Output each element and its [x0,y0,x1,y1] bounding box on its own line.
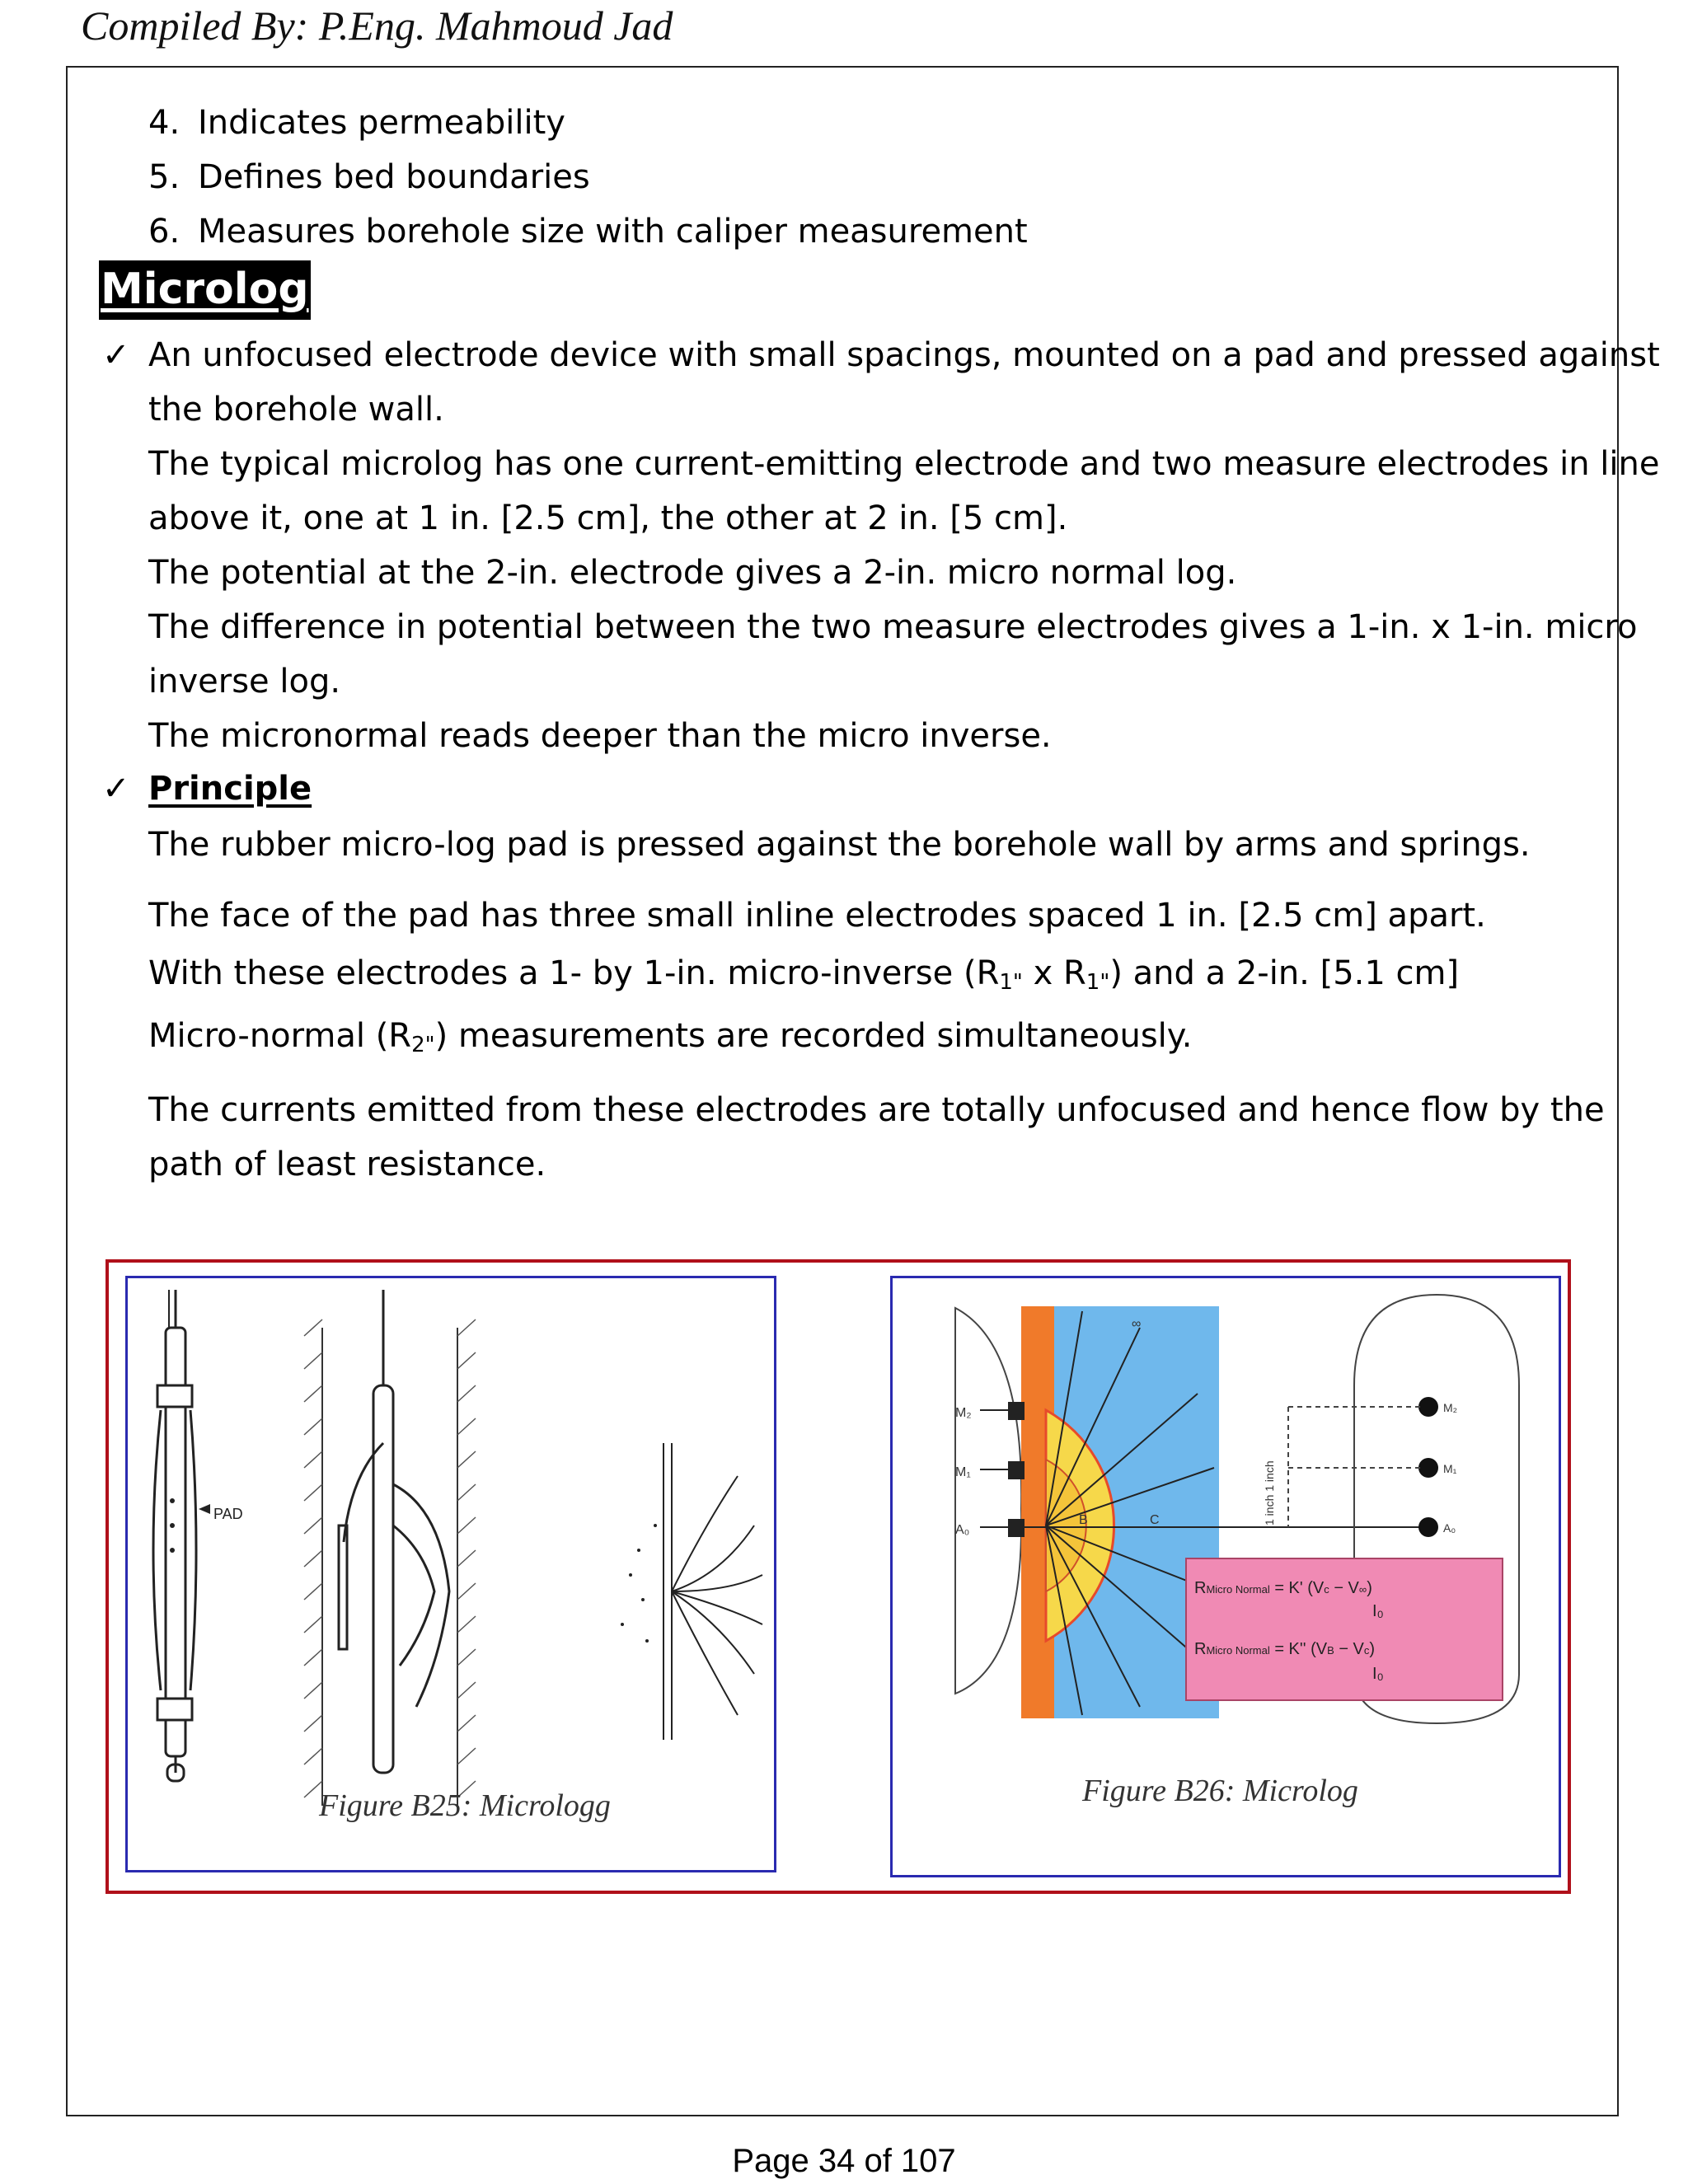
electrode-label: M₁ [1443,1462,1457,1475]
zone-label: C [1150,1513,1160,1527]
paragraph-line: inverse log. [148,663,341,701]
infinity-label: ∞ [1132,1317,1142,1331]
paragraph-line: The currents emitted from these electrodes are totally unfocused and hence flow by the [148,1091,1605,1129]
figures-panel [106,1259,1571,1894]
principle-heading: Principle [148,770,312,808]
text-run: With these electrodes a 1- by 1-in. micro-inverse (R [148,954,1000,992]
electrode-label: A₀ [1443,1521,1456,1535]
list-number: 4. [148,104,181,142]
text-run: Micro-normal (R [148,1017,412,1055]
figure-b26 [890,1276,1561,1877]
paragraph-line: The difference in potential between the two measure electrodes gives a 1-in. x 1-in. micro [148,608,1638,646]
electrode-label: M₁ [955,1465,971,1479]
list-item: Measures borehole size with caliper measurement [198,213,1028,251]
checkmark-icon: ✓ [102,336,130,374]
formula-denominator: I₀ [1372,1665,1384,1683]
figure-b25 [125,1276,776,1872]
formula-line: RMicro Normal = K'' (VB − Vc) [1194,1640,1376,1658]
figure-caption: Figure B26: Microlog [1082,1774,1358,1808]
paragraph-line [148,946,1459,1001]
figure-caption: Figure B25: Micrologg [319,1788,611,1823]
list-number: 5. [148,158,181,196]
section-title: Microlog [99,260,311,320]
text-run: x R [1022,954,1086,992]
paragraph-line: The rubber micro-log pad is pressed against the borehole wall by arms and springs. [148,826,1531,864]
paragraph-line: The typical microlog has one current-emitting electrode and two measure electrodes in line [148,445,1660,483]
compiled-by-header: Compiled By: P.Eng. Mahmoud Jad [81,2,673,49]
paragraph-line: the borehole wall. [148,391,444,429]
list-number: 6. [148,213,181,251]
pad-label: PAD [213,1506,243,1522]
scale-label: 1 inch 1 inch [1263,1460,1276,1526]
electrode-label: A₀ [955,1523,970,1537]
formula-denominator: I₀ [1372,1602,1384,1620]
subscript: 1" [1085,970,1110,995]
text-run: ) and a 2-in. [5.1 cm] [1109,954,1460,992]
checkmark-icon: ✓ [102,770,130,808]
electrode-label: M₂ [1443,1401,1458,1414]
paragraph-line: path of least resistance. [148,1146,546,1183]
paragraph-line [148,1009,1192,1063]
paragraph-line: above it, one at 1 in. [2.5 cm], the other at 2 in. [5 cm]. [148,499,1068,537]
paragraph-line: An unfocused electrode device with small spacings, mounted on a pad and pressed against [148,336,1660,374]
page-number: Page 34 of 107 [732,2143,956,2179]
paragraph-line: The potential at the 2-in. electrode gives a 2-in. micro normal log. [148,554,1237,592]
paragraph-line: The face of the pad has three small inline electrodes spaced 1 in. [2.5 cm] apart. [148,897,1486,935]
electrode-label: M₂ [955,1406,972,1420]
microlog-tool-drawing [128,1278,774,1870]
formula-line: RMicro Normal = K' (Vc − V∞) [1194,1579,1372,1597]
list-item: Indicates permeability [198,104,565,142]
paragraph-line: The micronormal reads deeper than the micro inverse. [148,717,1052,755]
list-item: Defines bed boundaries [198,158,590,196]
subscript: 2" [411,1033,435,1057]
zone-label: B [1079,1513,1088,1527]
subscript: 1" [999,970,1023,995]
text-run: ) measurements are recorded simultaneously. [434,1017,1193,1055]
